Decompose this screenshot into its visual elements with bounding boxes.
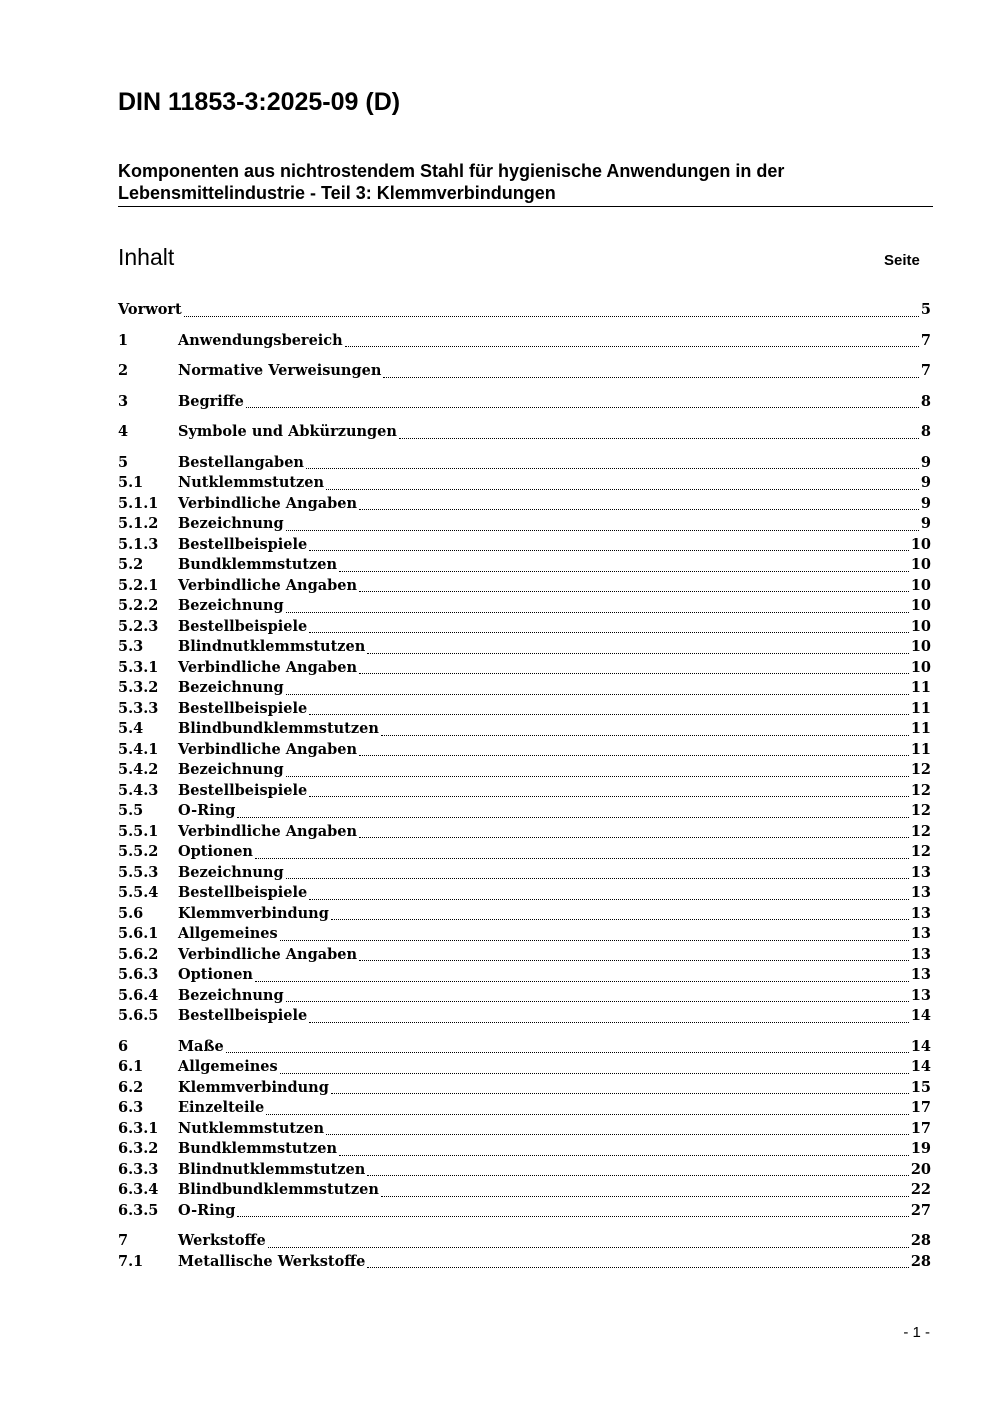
toc-entry-page[interactable]: 14 (910, 1007, 931, 1024)
toc-entry-page[interactable]: 11 (910, 740, 931, 758)
toc-entry-number: 6.3.5 (118, 1201, 159, 1219)
toc-entry-number: 6.3 (118, 1099, 144, 1116)
toc-dot-leader (266, 1114, 909, 1115)
toc-dot-leader (255, 981, 909, 982)
toc-entry[interactable] (118, 842, 931, 863)
toc-entry[interactable] (118, 361, 931, 382)
toc-entry-page[interactable]: 27 (910, 1201, 931, 1219)
toc-dot-leader (326, 489, 919, 490)
toc-dot-leader (367, 1175, 909, 1176)
toc-entry-page[interactable]: 28 (910, 1232, 931, 1249)
toc-entry-page[interactable]: 11 (910, 699, 931, 717)
toc-entry-page[interactable]: 12 (910, 843, 931, 860)
toc-dot-leader (359, 755, 909, 756)
toc-entry[interactable] (118, 1201, 931, 1222)
toc-dot-leader (359, 673, 909, 674)
toc-entry-page[interactable]: 20 (910, 1160, 931, 1178)
toc-entry-number: 6.3.4 (118, 1181, 159, 1198)
toc-entry-page[interactable]: 15 (910, 1078, 931, 1096)
toc-entry-label[interactable]: Einzelteile (178, 1099, 265, 1116)
toc-entry-label[interactable]: Verbindliche Angaben (178, 822, 358, 840)
toc-entry-number: 5.6.4 (118, 986, 159, 1004)
toc-entry[interactable] (118, 1252, 931, 1273)
toc-entry[interactable] (118, 422, 931, 443)
toc-dot-leader (237, 1216, 908, 1217)
toc-dot-leader (331, 919, 909, 920)
toc-entry-number: 5.5.4 (118, 884, 159, 901)
toc-entry-label[interactable]: Maße (178, 1037, 224, 1055)
toc-entry-label[interactable]: Bestellbeispiele (178, 781, 308, 799)
toc-entry-label[interactable]: Optionen (178, 843, 253, 860)
toc-dot-leader (280, 1073, 909, 1074)
toc-entry-label[interactable]: O-Ring (178, 1201, 236, 1219)
toc-dot-leader (309, 899, 909, 900)
toc-entry-label[interactable]: Klemmverbindung (178, 1078, 329, 1096)
toc-entry[interactable] (118, 1119, 931, 1140)
toc-entry-page[interactable]: 13 (910, 986, 931, 1004)
toc-entry-page[interactable]: 9 (920, 453, 931, 471)
toc-entry-page[interactable]: 12 (910, 761, 931, 778)
toc-entry-page[interactable]: 13 (910, 966, 931, 983)
toc-entry-page[interactable]: 8 (920, 392, 931, 410)
toc-entry-label[interactable]: Bezeichnung (178, 679, 284, 696)
toc-entry-number: 4 (118, 423, 129, 440)
toc-entry-label[interactable]: Bestellbeispiele (178, 617, 308, 635)
toc-entry[interactable] (118, 924, 931, 945)
toc-entry[interactable] (118, 986, 931, 1007)
toc-entry-page[interactable]: 22 (910, 1181, 931, 1198)
toc-entry-page[interactable]: 17 (910, 1119, 931, 1137)
toc-dot-leader (339, 571, 909, 572)
toc-entry[interactable] (118, 965, 931, 986)
toc-entry-page[interactable]: 13 (910, 884, 931, 901)
toc-entry[interactable] (118, 904, 931, 925)
toc-entry[interactable] (118, 596, 931, 617)
toc-entry-number: 6.3.1 (118, 1119, 159, 1137)
toc-entry-page[interactable]: 12 (910, 781, 931, 799)
toc-entry[interactable] (118, 300, 931, 321)
toc-dot-leader (226, 1052, 909, 1053)
toc-entry-label[interactable]: Bezeichnung (178, 597, 284, 614)
toc-entry-number: 5.5 (118, 802, 144, 819)
toc-entry[interactable] (118, 1078, 931, 1099)
toc-entry-number: 5.1 (118, 474, 144, 491)
toc-entry-page[interactable]: 10 (910, 597, 931, 614)
toc-entry-label[interactable]: Nutklemmstutzen (178, 474, 325, 491)
toc-entry-page[interactable]: 19 (910, 1140, 931, 1157)
toc-entry[interactable] (118, 822, 931, 843)
toc-entry-page[interactable]: 8 (920, 423, 931, 440)
toc-entry-page[interactable]: 10 (910, 617, 931, 635)
toc-entry-page[interactable]: 11 (910, 720, 931, 737)
toc-entry[interactable] (118, 760, 931, 781)
toc-entry-label[interactable]: Verbindliche Angaben (178, 945, 358, 963)
toc-entry-label[interactable]: Nutklemmstutzen (178, 1119, 325, 1137)
toc-entry-number: 5.1.2 (118, 515, 159, 532)
toc-dot-leader (367, 653, 909, 654)
toc-dot-leader (359, 837, 909, 838)
toc-entry-page[interactable]: 13 (910, 904, 931, 922)
toc-dot-leader (381, 1196, 909, 1197)
toc-dot-leader (359, 591, 909, 592)
toc-entry-label[interactable]: Allgemeines (178, 1058, 278, 1075)
toc-entry-label[interactable]: Symbole und Abkürzungen (178, 423, 397, 440)
toc-entry-page[interactable]: 10 (910, 535, 931, 553)
toc-entry-number: 7 (118, 1232, 129, 1249)
toc-entry-page[interactable]: 28 (910, 1252, 931, 1270)
toc-dot-leader (309, 714, 909, 715)
toc-entry[interactable] (118, 637, 931, 658)
toc-dot-leader (306, 468, 919, 469)
toc-entry-label[interactable]: Normative Verweisungen (178, 362, 382, 379)
toc-dot-leader (286, 530, 919, 531)
toc-entry-number: 5 (118, 453, 129, 471)
toc-entry-number: 5.5.1 (118, 822, 159, 840)
toc-entry[interactable] (118, 658, 931, 679)
toc-entry-label[interactable]: Bezeichnung (178, 515, 284, 532)
toc-entry-number: 5.6.1 (118, 925, 159, 942)
toc-dot-leader (184, 316, 919, 317)
toc-entry[interactable] (118, 945, 931, 966)
toc-dot-leader (286, 694, 909, 695)
toc-entry-page[interactable]: 17 (910, 1099, 931, 1116)
toc-entry-label[interactable]: Blindbundklemmstutzen (178, 1181, 379, 1198)
toc-dot-leader (309, 632, 909, 633)
toc-dot-leader (359, 960, 909, 961)
toc-entry-label[interactable]: Bestellbeispiele (178, 535, 308, 553)
toc-dot-leader (339, 1155, 909, 1156)
toc-dot-leader (286, 612, 909, 613)
toc-entry-number: 5.4.2 (118, 761, 159, 778)
toc-entry-number: 5.6.2 (118, 945, 159, 963)
toc-entry[interactable] (118, 576, 931, 597)
toc-entry-page[interactable]: 13 (910, 863, 931, 881)
toc-dot-leader (399, 438, 919, 439)
toc-entry-page[interactable]: 13 (910, 925, 931, 942)
toc-entry-label[interactable]: Verbindliche Angaben (178, 576, 358, 594)
toc-dot-leader (309, 796, 909, 797)
toc-entry-number: 5.6.5 (118, 1007, 159, 1024)
toc-entry-number: 5.1.3 (118, 535, 159, 553)
toc-entry-label[interactable]: Bestellangaben (178, 453, 304, 471)
toc-entry-number: 5.5.3 (118, 863, 159, 881)
table-of-contents (118, 300, 931, 1272)
toc-entry[interactable] (118, 1037, 931, 1058)
toc-entry-label[interactable]: Werkstoffe (178, 1232, 266, 1249)
toc-dot-leader (359, 509, 919, 510)
document-id: DIN 11853-3:2025-09 (D) (118, 88, 401, 116)
toc-dot-leader (286, 1001, 909, 1002)
toc-entry-label[interactable]: Bundklemmstutzen (178, 1140, 338, 1157)
toc-dot-leader (237, 817, 908, 818)
toc-entry-label[interactable]: Bezeichnung (178, 986, 284, 1004)
toc-entry-page[interactable]: 10 (910, 638, 931, 655)
toc-entry[interactable] (118, 699, 931, 720)
toc-entry-page[interactable]: 9 (920, 515, 931, 532)
toc-entry-number: 3 (118, 392, 129, 410)
toc-entry-number: 5.2.3 (118, 617, 159, 635)
toc-entry-page[interactable]: 14 (910, 1058, 931, 1075)
toc-entry-page[interactable]: 12 (910, 802, 931, 819)
toc-entry-label[interactable]: Anwendungsbereich (178, 331, 343, 349)
toc-entry-number: 5.3 (118, 638, 144, 655)
toc-entry-page[interactable]: 13 (910, 945, 931, 963)
toc-entry-page[interactable]: 14 (910, 1037, 931, 1055)
toc-entry-label[interactable]: Bundklemmstutzen (178, 556, 338, 573)
toc-dot-leader (345, 346, 919, 347)
toc-entry-number: 5.4 (118, 720, 144, 737)
toc-entry[interactable] (118, 883, 931, 904)
toc-entry-label[interactable]: Optionen (178, 966, 253, 983)
toc-entry[interactable] (118, 617, 931, 638)
toc-entry-label[interactable]: Allgemeines (178, 925, 278, 942)
toc-entry-number: 5.3.1 (118, 658, 159, 676)
toc-dot-leader (367, 1267, 908, 1268)
toc-entry[interactable] (118, 1098, 931, 1119)
document-title (118, 160, 933, 207)
toc-entry-label[interactable]: Klemmverbindung (178, 904, 329, 922)
toc-entry-number: 5.2 (118, 556, 144, 573)
document-title-line-1: Komponenten aus nichtrostendem Stahl für hygienische Anwendungen in der (118, 161, 785, 181)
toc-entry-page[interactable]: 10 (910, 556, 931, 573)
toc-entry-number: 2 (118, 362, 129, 379)
toc-entry-page[interactable]: 11 (910, 679, 931, 696)
toc-entry-number: 7.1 (118, 1252, 144, 1270)
toc-entry-label[interactable]: Blindnutklemmstutzen (178, 638, 366, 655)
toc-entry-number: 5.5.2 (118, 843, 159, 860)
toc-entry[interactable] (118, 494, 931, 515)
toc-entry[interactable] (118, 1160, 931, 1181)
toc-entry[interactable] (118, 535, 931, 556)
toc-entry[interactable] (118, 1231, 931, 1252)
toc-entry-page[interactable]: 5 (920, 301, 931, 318)
document-title-line-2: Lebensmittelindustrie - Teil 3: Klemmverbindungen (118, 183, 556, 203)
toc-entry-page[interactable]: 9 (920, 494, 931, 512)
toc-dot-leader (331, 1093, 909, 1094)
toc-entry[interactable] (118, 1180, 931, 1201)
page-number: - 1 - (903, 1324, 930, 1341)
toc-dot-leader (326, 1134, 909, 1135)
toc-entry[interactable] (118, 678, 931, 699)
toc-entry-label[interactable]: Bestellbeispiele (178, 699, 308, 717)
toc-entry-number: 5.4.1 (118, 740, 159, 758)
toc-entry-label[interactable]: Blindbundklemmstutzen (178, 720, 379, 737)
toc-entry[interactable] (118, 781, 931, 802)
toc-entry-number: 6.1 (118, 1058, 144, 1075)
toc-entry[interactable] (118, 740, 931, 761)
toc-dot-leader (280, 940, 909, 941)
toc-entry-label[interactable]: Verbindliche Angaben (178, 494, 358, 512)
toc-entry-page[interactable]: 10 (910, 658, 931, 676)
toc-entry-number: 5.4.3 (118, 781, 159, 799)
toc-entry[interactable] (118, 453, 931, 474)
toc-entry-label[interactable]: Bezeichnung (178, 761, 284, 778)
toc-entry-label[interactable]: Bestellbeispiele (178, 1007, 308, 1024)
toc-entry-label[interactable]: Bestellbeispiele (178, 884, 308, 901)
toc-entry-number: 5.3.3 (118, 699, 159, 717)
toc-entry-page[interactable]: 12 (910, 822, 931, 840)
toc-dot-leader (246, 407, 919, 408)
toc-dot-leader (309, 550, 909, 551)
toc-entry-page[interactable]: 10 (910, 576, 931, 594)
toc-dot-leader (255, 858, 909, 859)
toc-entry-label[interactable]: O-Ring (178, 802, 236, 819)
toc-entry[interactable] (118, 1139, 931, 1160)
toc-entry-label[interactable]: Metallische Werkstoffe (178, 1252, 366, 1270)
toc-entry[interactable] (118, 1006, 931, 1027)
toc-dot-leader (286, 878, 909, 879)
toc-entry-label[interactable]: Verbindliche Angaben (178, 740, 358, 758)
toc-entry[interactable] (118, 863, 931, 884)
toc-entry-label[interactable]: Begriffe (178, 392, 244, 410)
toc-entry[interactable] (118, 719, 931, 740)
toc-entry[interactable] (118, 392, 931, 413)
toc-entry[interactable] (118, 1057, 931, 1078)
toc-entry[interactable] (118, 801, 931, 822)
toc-entry-number: 5.1.1 (118, 494, 159, 512)
toc-entry-label[interactable]: Verbindliche Angaben (178, 658, 358, 676)
toc-dot-leader (309, 1022, 909, 1023)
toc-entry-page[interactable]: 7 (920, 331, 931, 349)
toc-entry-number: 1 (118, 331, 129, 349)
toc-entry-label[interactable]: Vorwort (118, 301, 182, 318)
toc-dot-leader (286, 776, 909, 777)
toc-entry-number: 5.3.2 (118, 679, 159, 696)
toc-entry[interactable] (118, 514, 931, 535)
toc-entry-number: 5.6.3 (118, 966, 159, 983)
toc-entry-number: 5.2.2 (118, 597, 159, 614)
toc-entry[interactable] (118, 331, 931, 352)
toc-entry-number: 6.3.2 (118, 1140, 159, 1157)
toc-dot-leader (381, 735, 909, 736)
toc-entry-number: 5.6 (118, 904, 144, 922)
toc-entry[interactable] (118, 555, 931, 576)
toc-entry-page[interactable]: 9 (920, 474, 931, 491)
toc-entry-number: 6.2 (118, 1078, 144, 1096)
toc-dot-leader (268, 1247, 909, 1248)
toc-dot-leader (383, 377, 919, 378)
toc-entry-number: 6.3.3 (118, 1160, 159, 1178)
toc-entry-number: 6 (118, 1037, 129, 1055)
toc-entry-number: 5.2.1 (118, 576, 159, 594)
toc-entry-label[interactable]: Blindnutklemmstutzen (178, 1160, 366, 1178)
toc-entry-page[interactable]: 7 (920, 362, 931, 379)
toc-entry-label[interactable]: Bezeichnung (178, 863, 284, 881)
toc-page-column-label: Seite (884, 252, 920, 269)
toc-entry[interactable] (118, 473, 931, 494)
toc-heading: Inhalt (118, 244, 175, 270)
